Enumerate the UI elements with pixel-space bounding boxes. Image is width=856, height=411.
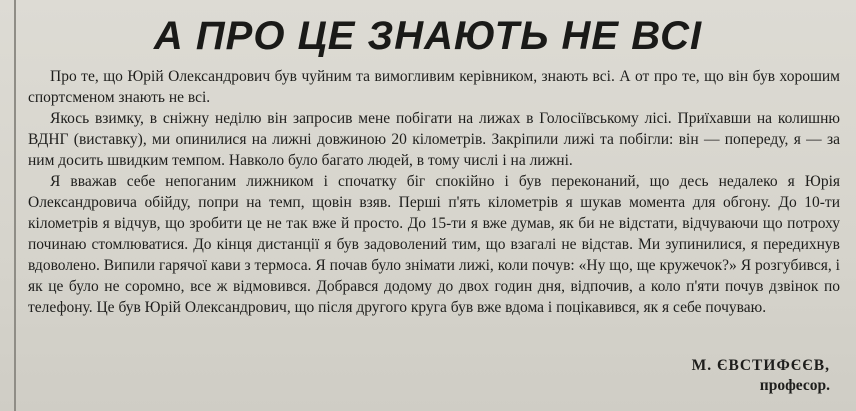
article-title: А ПРО ЦЕ ЗНАЮТЬ НЕ ВСІ: [153, 14, 703, 58]
paragraph-1: Про те, що Юрій Олександрович був чуйним та вимогливим керівником, знають всі. А от про те, що він був хорошим спортсменом знають не всі.: [28, 68, 840, 106]
author-signature: [692, 356, 830, 396]
column-divider: [14, 0, 16, 411]
article-body: [28, 66, 840, 318]
author-title: професор.: [759, 377, 830, 394]
paragraph-2: Якось взимку, в сніжну неділю він запросив мене побігати на лижах в Голосіївському лісі. Приїхавши на колишню ВДНГ (виставку), ми опинилися на лижні довжиною 20 кілометрів. Закріпили лижі та побігли: він — попереду, я — за ним досить швидким темпом. Навколо було багато людей, в тому числі і на лижні.: [28, 110, 840, 169]
author-name: М. ЄВСТИФЄЄВ,: [691, 357, 830, 374]
paragraph-3: Я вважав себе непоганим лижником і спочатку біг спокійно і був переконаний, що десь недалеко я Юрія Олександровича обійду, попри на темп, щовін взяв. Перші п'ять кілометрів я шукав момента для обгону. До 10-ти кілометрів я відчув, що зробити це не так вже й просто. До 15-ти я вже думав, як би не відстати, відчуваючи що потроху починаю стомлюватися. До кінця дистанції я був задоволений тим, що взагалі не відстав. Ми зупинилися, я передихнув вдоволено. Випили гарячої кави з термоса. Я почав було знімати лижі, коли почув: «Ну що, ще кружечок?» Я розгубився, і як це було не соромно, все ж відмовився. Добрався додому до двох годин дня, відпочив, а коло п'яти почув дзвінок по телефону. Це був Юрій Олександрович, що після другого круга був вже вдома і поцікавився, як я себе почуваю.: [28, 173, 840, 316]
